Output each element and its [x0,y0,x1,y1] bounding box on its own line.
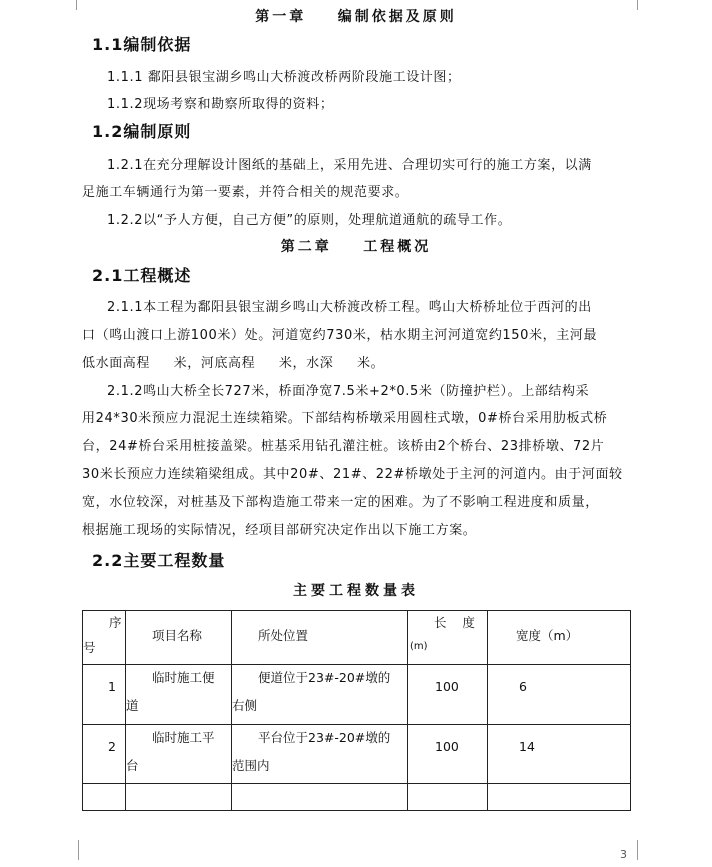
header-seq-a: 序 [109,615,122,630]
row-location-b: 右侧 [232,698,258,713]
table-header-row [83,611,631,665]
paragraph-1-2-1-line2: 足施工车辆通行为第一要素，并符合相关的规范要求。 [82,185,409,200]
row-name-a: 临时施工平 [152,730,215,745]
table-title: 主要工程数量表 [293,583,419,599]
row-seq: 2 [108,739,116,754]
header-cell-seq [83,611,126,665]
row-location-b: 范围内 [232,758,270,773]
paragraph-2-1-1-line: 口（鸣山渡口上游100米）处。河道宽约730米，枯水期主河河道宽约150米，主河最 [82,328,598,343]
header-cell-name [126,611,232,665]
header-name: 项目名称 [152,628,203,643]
row-length: 100 [435,739,459,754]
page-corner-mark [637,840,648,860]
paragraph-2-1-2-line: 2.1.2鸣山大桥全长727米，桥面净宽7.5米+2*0.5米（防撞护栏）。上部结构采 [107,384,590,399]
paragraph-2-1-2-line: 用24*30米预应力混泥土连续箱梁。下部结构桥墩采用圆柱式墩，0#桥台采用肋板式桥 [82,411,608,426]
row-name-a: 临时施工便 [152,670,215,685]
row-width: 14 [519,739,535,754]
paragraph-2-1-1-line: 2.1.1本工程为鄱阳县银宝湖乡鸣山大桥渡改桥工程。鸣山大桥桥址位于西河的出 [107,300,592,315]
header-cell-width [488,611,631,665]
header-location: 所处位置 [258,628,309,643]
header-length-a: 长 度 [434,615,475,630]
page-corner-mark [66,840,79,860]
row-length: 100 [435,679,459,694]
table-row [83,665,631,725]
row-name-b: 台 [126,758,139,773]
paragraph-1-1-2: 1.1.2现场考察和勘察所取得的资料； [107,97,334,112]
section-1-2-heading: 1.2编制原则 [92,122,192,141]
row-width: 6 [519,679,527,694]
section-2-2-heading: 2.2主要工程数量 [92,551,226,570]
chapter-1-title: 第一章 编制依据及原则 [255,9,457,25]
row-location-a: 便道位于23#-20#墩的 [258,670,391,685]
table-row [83,725,631,784]
row-name-b: 道 [126,698,139,713]
paragraph-2-1-2-line: 30米长预应力连续箱梁组成。其中20#、21#、22#桥墩处于主河的河道内。由于河面较 [82,467,623,482]
header-cell-length [408,611,488,665]
paragraph-1-2-1-line1: 1.2.1在充分理解设计图纸的基础上，采用先进、合理切实可行的施工方案，以满 [107,158,592,173]
paragraph-1-1-1: 1.1.1 鄱阳县银宝湖乡鸣山大桥渡改桥两阶段施工设计图； [107,70,461,85]
section-1-1-heading: 1.1编制依据 [92,35,192,54]
paragraph-2-1-1-line: 低水面高程 米，河底高程 米，水深 米。 [82,356,385,371]
paragraph-2-1-2-line: 台，24#桥台采用桩接盖梁。桩基采用钻孔灌注桩。该桥由2个桥台、23排桥墩、72片 [82,439,605,454]
header-seq-b: 号 [83,640,96,655]
paragraph-2-1-2-line: 宽，水位较深，对桩基及下部构造施工带来一定的困难。为了不影响工程进度和质量， [82,495,599,510]
paragraph-1-2-2: 1.2.2以“予人方便，自己方便”的原则，处理航道通航的疏导工作。 [107,213,512,228]
row-seq: 1 [108,679,116,694]
header-length-b: (m) [410,641,428,652]
chapter-2-title: 第二章 工程概况 [280,239,432,255]
row-location-a: 平台位于23#-20#墩的 [258,730,391,745]
header-width: 宽度（m） [516,628,579,643]
paragraph-2-1-2-line: 根据施工现场的实际情况，经项目部研究决定作出以下施工方案。 [82,523,477,538]
header-cell-location [232,611,408,665]
table-row-empty [83,784,631,811]
section-2-1-heading: 2.1工程概述 [92,266,192,285]
quantity-table [82,610,631,811]
page-number: 3 [620,848,627,861]
